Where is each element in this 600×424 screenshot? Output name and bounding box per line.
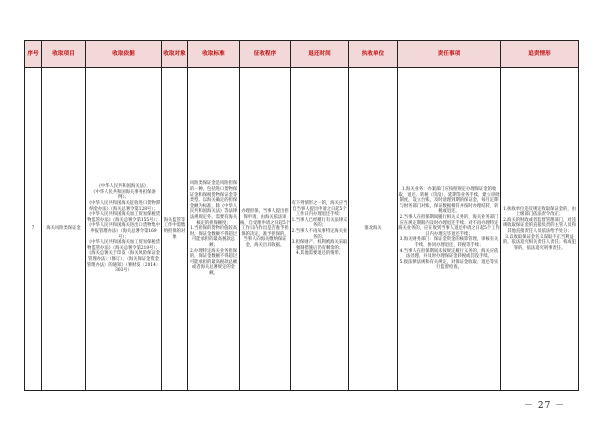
table-row <box>25 68 579 391</box>
header-duty: 责任事项 <box>398 41 501 68</box>
header-basis: 收取依据 <box>86 41 162 68</box>
cell-object: 海关监管等工作中需缴纳担保的对象 <box>162 68 188 391</box>
cell-accountability: 1.执收单位违反规定收取保证金的，由上级部门依法责令改正； 2.海关的财政或者监督管理部门，对违规收取保证金的直接负责的主管人员和其他直接责任人员依法给予处分； 3.以收取保证金名义谋取不正当利益的，依法追究相关责任人责任；构成犯罪的，依法追究刑事责任。 <box>501 68 579 391</box>
cell-item: 海关风险类保证金 <box>42 68 86 391</box>
cell-seq: 7 <box>25 68 42 391</box>
header-procedure: 征收程序 <box>240 41 291 68</box>
page-number: － 27 － <box>524 401 566 411</box>
fee-table <box>24 40 579 391</box>
cell-basis: 《中华人民共和国海关法》； 《中华人民共和国海关事务担保条例》； 《中华人民共和国海关征收进口货物滞纳金办法》（海关总署令第128号）； 《中华人民共和国海关加工贸易保税货物监管办法》（海关总署令第155号）； 《中华人民共和国海关进出口货物集中申报管理办法》（海关总署令第169号）； 《中华人民共和国海关加工贸易保税货物监管办法》（海关总署令第219号）； 《海关总署关于印发〈海关风险保证金管理办法〉（修订）、〈海关保证金资金管理办法〉的通知》（署财发〔2014〕303号） <box>86 68 162 391</box>
cell-duty: 1.海关业务：办案部门应按照规定办理保证金的收取、退还、转税（罚没）、延期等业务手续，建立审批制度，设立台账，及时清理到期的保证金，每月定期与财务部门对账，保证数据相符并按时办理结转、转税或退还。 2.当事人在担保期间履行相关义务的，海关业务部门应在规定期限内及时办理退还手续；对不再办理特定海关业务的，应在收到当事人退还申请之日起5个工作日内办理完毕退还手续； 3.海关财务部门：保证金资金的核算管理，审核有关手续，协同办理退还、转税等手续； 4.当事人在担保期间未按规定履行义务的，海关应依法处理，并及时办理保证金转税或罚没手续。 5.接法律法规和有关规定，对保证金收取、退还等实行监督检查。 <box>398 68 501 391</box>
header-standard: 收取标准 <box>188 41 240 68</box>
cell-standard: 风险类保证金是风险担保的一种，包括进口货物保证金和保税货物保证金等类型。以海关确定的担保金额为标准，除《中华人民共和国海关法》等法律法规规定外，需要有海关核定的担保额度； 1.当担保的货物价值较高时，保证金数额不得超过可能承担的最高税款总额； 2.办理特定海关业务担保的，保证金数额不得超过可能承担的最高税款总额或者海关总署规定的金额。 <box>188 68 240 391</box>
header-unit: 执收单位 <box>349 41 398 68</box>
header-seq: 序号 <box>25 41 42 68</box>
header-row <box>25 41 579 68</box>
header-refund: 退还时间 <box>291 41 349 68</box>
header-item: 收取项目 <box>42 41 86 68</box>
cell-refund: 有下列情形之一的，海关应当自当事人提出申请之日起5个工作日内办理退还手续： 1.当事人已经履行有关法律义务的； 2.当事人不再从事特定海关业务的； 3.担保财产、权利被海关采取强制措施后仍有剩余的； 4.其他需要退还的情形。 <box>291 68 349 391</box>
cell-procedure: 办理担保，当事人提出担保申请，由海关依法审核，自受理申请之日起5个工作日内作出是否准予担保的决定。准予担保的，当事人向海关缴纳保证金，海关出具收据。 <box>240 68 291 391</box>
header-accountability: 追责情形 <box>501 41 579 68</box>
cell-unit: 淮北海关 <box>349 68 398 391</box>
header-object: 收取对象 <box>162 41 188 68</box>
